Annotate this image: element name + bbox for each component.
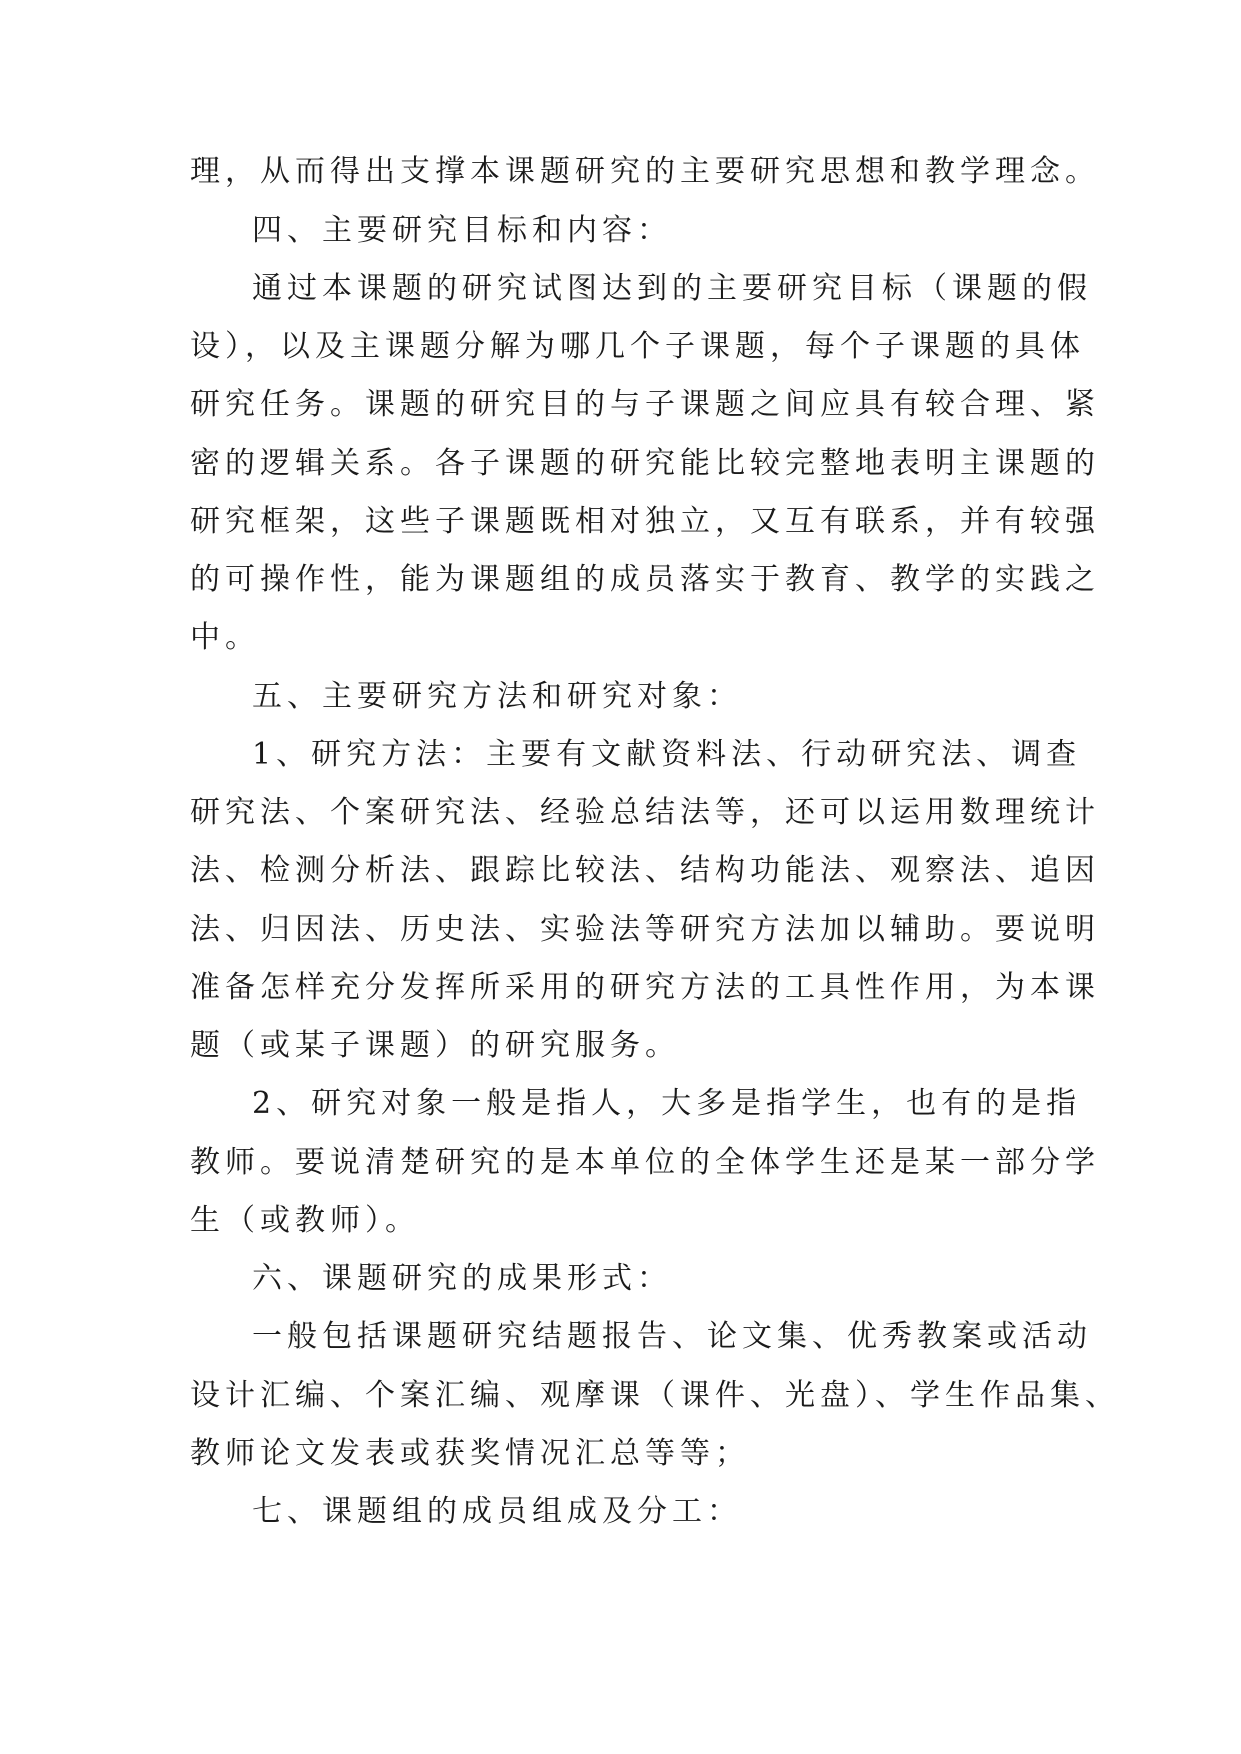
paragraph-line: 研究任务。课题的研究目的与子课题之间应具有较合理、紧 (190, 387, 1100, 422)
paragraph-line: 设），以及主课题分解为哪几个子课题，每个子课题的具体 (190, 329, 1085, 364)
paragraph-line: 的可操作性，能为课题组的成员落实于教育、教学的实践之 (190, 562, 1100, 597)
section-heading-7: 七、课题组的成员组成及分工： (252, 1494, 742, 1529)
paragraph-line: 一般包括课题研究结题报告、论文集、优秀教案或活动 (252, 1319, 1092, 1354)
paragraph-line: 研究框架，这些子课题既相对独立，又互有联系，并有较强 (190, 504, 1100, 539)
paragraph-line: 中。 (190, 620, 260, 655)
paragraph-line: 理，从而得出支撑本课题研究的主要研究思想和教学理念。 (190, 154, 1100, 189)
paragraph-line: 1、研究方法：主要有文献资料法、行动研究法、调查 (252, 737, 1082, 772)
paragraph-line: 法、检测分析法、跟踪比较法、结构功能法、观察法、追因 (190, 853, 1100, 888)
paragraph-line: 法、归因法、历史法、实验法等研究方法加以辅助。要说明 (190, 912, 1100, 947)
section-heading-5: 五、主要研究方法和研究对象： (252, 679, 742, 714)
paragraph-line: 设计汇编、个案汇编、观摩课（课件、光盘）、学生作品集、 (190, 1378, 1120, 1413)
paragraph-line: 生（或教师）。 (190, 1203, 420, 1238)
paragraph-line: 准备怎样充分发挥所采用的研究方法的工具性作用，为本课 (190, 970, 1100, 1005)
paragraph-line: 通过本课题的研究试图达到的主要研究目标（课题的假 (252, 271, 1092, 306)
paragraph-line: 题（或某子课题）的研究服务。 (190, 1028, 680, 1063)
section-heading-4: 四、主要研究目标和内容： (252, 213, 672, 248)
paragraph-line: 研究法、个案研究法、经验总结法等，还可以运用数理统计 (190, 795, 1100, 830)
paragraph-line: 教师。要说清楚研究的是本单位的全体学生还是某一部分学 (190, 1145, 1100, 1180)
paragraph-line: 2、研究对象一般是指人，大多是指学生，也有的是指 (252, 1086, 1082, 1121)
paragraph-line: 教师论文发表或获奖情况汇总等等； (190, 1436, 750, 1471)
section-heading-6: 六、课题研究的成果形式： (252, 1261, 672, 1296)
paragraph-line: 密的逻辑关系。各子课题的研究能比较完整地表明主课题的 (190, 446, 1100, 481)
